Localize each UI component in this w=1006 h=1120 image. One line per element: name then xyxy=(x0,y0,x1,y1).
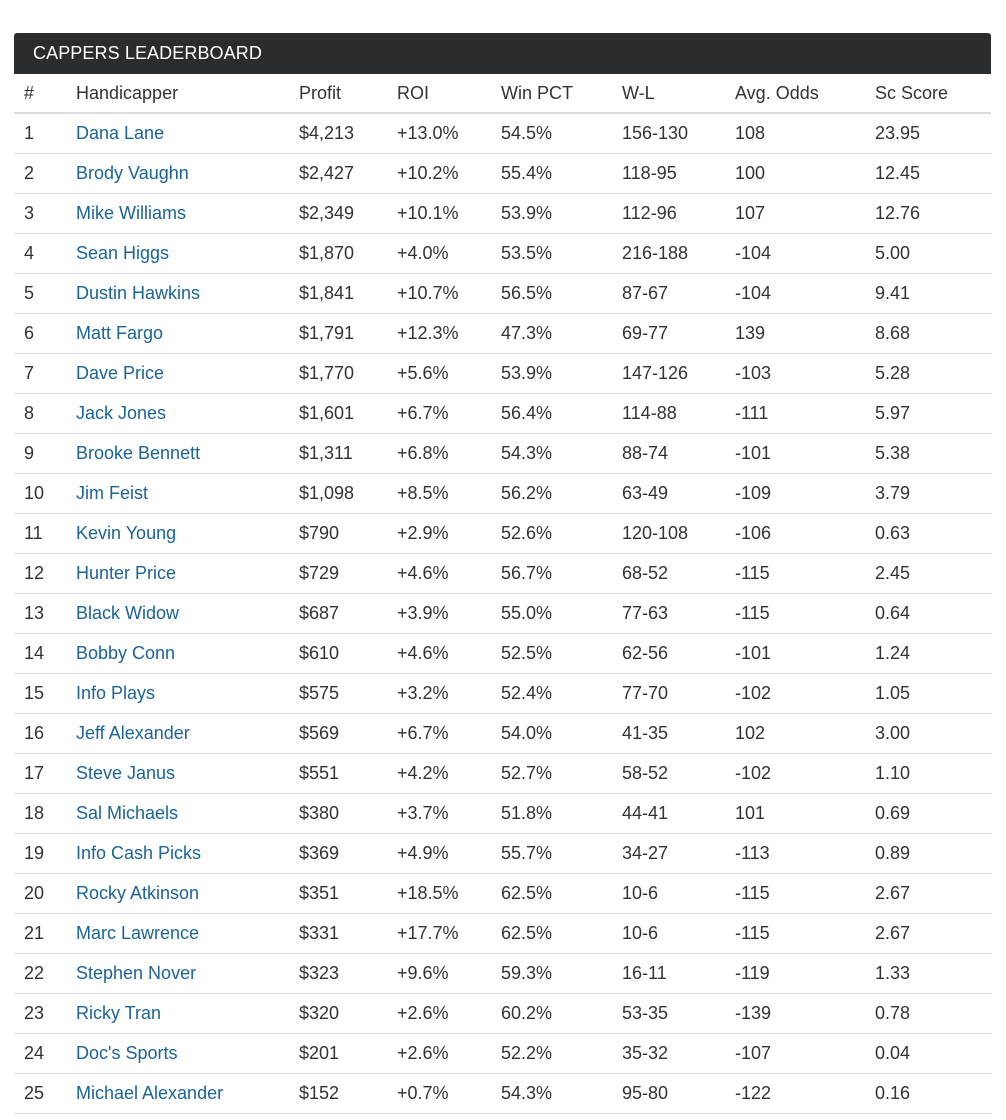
rank-cell: 5 xyxy=(14,274,66,314)
handicapper-link[interactable]: Jeff Alexander xyxy=(66,714,289,754)
win-pct-cell: 56.7% xyxy=(491,554,612,594)
col-header-rank[interactable]: # xyxy=(14,74,66,113)
avg-odds-cell: 107 xyxy=(725,194,865,234)
roi-cell: +10.1% xyxy=(387,194,491,234)
profit-cell: $369 xyxy=(289,834,387,874)
win-pct-cell: 52.5% xyxy=(491,634,612,674)
w-l-cell: 34-27 xyxy=(612,834,725,874)
col-header-roi[interactable]: ROI xyxy=(387,74,491,113)
profit-cell: $1,870 xyxy=(289,234,387,274)
table-row[interactable] xyxy=(14,914,991,954)
table-row[interactable] xyxy=(14,954,991,994)
roi-cell: +3.7% xyxy=(387,794,491,834)
handicapper-link[interactable]: Rocky Atkinson xyxy=(66,874,289,914)
avg-odds-cell: -102 xyxy=(725,754,865,794)
roi-cell: +2.6% xyxy=(387,1034,491,1074)
rank-cell: 23 xyxy=(14,994,66,1034)
table-header xyxy=(14,74,991,113)
handicapper-link[interactable]: Hunter Price xyxy=(66,554,289,594)
handicapper-link[interactable]: Brooke Bennett xyxy=(66,434,289,474)
roi-cell: +9.6% xyxy=(387,954,491,994)
roi-cell: +2.9% xyxy=(387,514,491,554)
avg-odds-cell: -115 xyxy=(725,554,865,594)
rank-cell: 6 xyxy=(14,314,66,354)
rank-cell: 10 xyxy=(14,474,66,514)
handicapper-link[interactable]: Ricky Tran xyxy=(66,994,289,1034)
sc-score-cell: 1.24 xyxy=(865,634,991,674)
handicapper-link[interactable]: Michael Alexander xyxy=(66,1074,289,1114)
rank-cell: 22 xyxy=(14,954,66,994)
win-pct-cell: 54.5% xyxy=(491,113,612,154)
handicapper-link[interactable]: Brody Vaughn xyxy=(66,154,289,194)
handicapper-link[interactable]: Stephen Nover xyxy=(66,954,289,994)
w-l-cell: 68-52 xyxy=(612,554,725,594)
win-pct-cell: 51.8% xyxy=(491,794,612,834)
win-pct-cell: 55.0% xyxy=(491,594,612,634)
roi-cell: +4.9% xyxy=(387,834,491,874)
w-l-cell: 216-188 xyxy=(612,234,725,274)
rank-cell: 15 xyxy=(14,674,66,714)
table-row[interactable] xyxy=(14,314,991,354)
avg-odds-cell: -115 xyxy=(725,914,865,954)
handicapper-link[interactable]: Info Cash Picks xyxy=(66,834,289,874)
profit-cell: $1,098 xyxy=(289,474,387,514)
win-pct-cell: 55.4% xyxy=(491,154,612,194)
profit-cell: $729 xyxy=(289,554,387,594)
sc-score-cell: 5.38 xyxy=(865,434,991,474)
avg-odds-cell: -104 xyxy=(725,234,865,274)
avg-odds-cell: 139 xyxy=(725,314,865,354)
sc-score-cell: 5.97 xyxy=(865,394,991,434)
table-row[interactable] xyxy=(14,834,991,874)
profit-cell: $380 xyxy=(289,794,387,834)
handicapper-link[interactable]: Marc Lawrence xyxy=(66,914,289,954)
rank-cell: 14 xyxy=(14,634,66,674)
w-l-cell: 58-52 xyxy=(612,754,725,794)
sc-score-cell: 12.76 xyxy=(865,194,991,234)
sc-score-cell: 3.79 xyxy=(865,474,991,514)
win-pct-cell: 53.9% xyxy=(491,194,612,234)
table-row[interactable] xyxy=(14,234,991,274)
win-pct-cell: 60.2% xyxy=(491,994,612,1034)
sc-score-cell: 1.33 xyxy=(865,954,991,994)
win-pct-cell: 52.2% xyxy=(491,1034,612,1074)
handicapper-link[interactable]: Doc's Sports xyxy=(66,1034,289,1074)
avg-odds-cell: -107 xyxy=(725,1034,865,1074)
table-row[interactable] xyxy=(14,594,991,634)
roi-cell: +6.7% xyxy=(387,714,491,754)
col-header-win-pct[interactable]: Win PCT xyxy=(491,74,612,113)
w-l-cell: 16-11 xyxy=(612,954,725,994)
win-pct-cell: 56.2% xyxy=(491,474,612,514)
col-header-avg-odds[interactable]: Avg. Odds xyxy=(725,74,865,113)
roi-cell: +4.6% xyxy=(387,554,491,594)
profit-cell: $351 xyxy=(289,874,387,914)
avg-odds-cell: -139 xyxy=(725,994,865,1034)
table-row[interactable] xyxy=(14,634,991,674)
roi-cell: +3.9% xyxy=(387,594,491,634)
sc-score-cell: 12.45 xyxy=(865,154,991,194)
win-pct-cell: 54.0% xyxy=(491,714,612,754)
rank-cell: 1 xyxy=(14,113,66,154)
win-pct-cell: 54.3% xyxy=(491,1074,612,1114)
table-row[interactable] xyxy=(14,1074,991,1114)
table-row[interactable] xyxy=(14,874,991,914)
profit-cell: $610 xyxy=(289,634,387,674)
table-row[interactable] xyxy=(14,1034,991,1074)
col-header-profit[interactable]: Profit xyxy=(289,74,387,113)
profit-cell: $687 xyxy=(289,594,387,634)
table-row[interactable] xyxy=(14,394,991,434)
sc-score-cell: 2.67 xyxy=(865,874,991,914)
profit-cell: $323 xyxy=(289,954,387,994)
avg-odds-cell: -103 xyxy=(725,354,865,394)
table-row[interactable] xyxy=(14,514,991,554)
roi-cell: +6.7% xyxy=(387,394,491,434)
sc-score-cell: 0.04 xyxy=(865,1034,991,1074)
avg-odds-cell: -101 xyxy=(725,434,865,474)
sc-score-cell: 3.00 xyxy=(865,714,991,754)
table-row[interactable] xyxy=(14,434,991,474)
roi-cell: +6.8% xyxy=(387,434,491,474)
w-l-cell: 10-6 xyxy=(612,914,725,954)
win-pct-cell: 47.3% xyxy=(491,314,612,354)
table-row[interactable] xyxy=(14,674,991,714)
avg-odds-cell: -119 xyxy=(725,954,865,994)
w-l-cell: 118-95 xyxy=(612,154,725,194)
handicapper-link[interactable]: Dave Price xyxy=(66,354,289,394)
avg-odds-cell: -101 xyxy=(725,634,865,674)
profit-cell: $1,770 xyxy=(289,354,387,394)
win-pct-cell: 62.5% xyxy=(491,914,612,954)
rank-cell: 4 xyxy=(14,234,66,274)
sc-score-cell: 0.16 xyxy=(865,1074,991,1114)
win-pct-cell: 59.3% xyxy=(491,954,612,994)
table-body xyxy=(14,113,991,1114)
avg-odds-cell: -122 xyxy=(725,1074,865,1114)
w-l-cell: 156-130 xyxy=(612,113,725,154)
rank-cell: 8 xyxy=(14,394,66,434)
profit-cell: $1,841 xyxy=(289,274,387,314)
avg-odds-cell: 102 xyxy=(725,714,865,754)
roi-cell: +12.3% xyxy=(387,314,491,354)
table-row[interactable] xyxy=(14,794,991,834)
avg-odds-cell: -102 xyxy=(725,674,865,714)
rank-cell: 3 xyxy=(14,194,66,234)
w-l-cell: 44-41 xyxy=(612,794,725,834)
rank-cell: 21 xyxy=(14,914,66,954)
w-l-cell: 77-63 xyxy=(612,594,725,634)
sc-score-cell: 9.41 xyxy=(865,274,991,314)
sc-score-cell: 0.89 xyxy=(865,834,991,874)
avg-odds-cell: -115 xyxy=(725,594,865,634)
sc-score-cell: 23.95 xyxy=(865,113,991,154)
win-pct-cell: 53.9% xyxy=(491,354,612,394)
handicapper-link[interactable]: Dustin Hawkins xyxy=(66,274,289,314)
table-row[interactable] xyxy=(14,113,991,154)
roi-cell: +10.2% xyxy=(387,154,491,194)
table-row[interactable] xyxy=(14,994,991,1034)
profit-cell: $1,311 xyxy=(289,434,387,474)
w-l-cell: 77-70 xyxy=(612,674,725,714)
w-l-cell: 69-77 xyxy=(612,314,725,354)
roi-cell: +4.2% xyxy=(387,754,491,794)
handicapper-link[interactable]: Bobby Conn xyxy=(66,634,289,674)
roi-cell: +2.6% xyxy=(387,994,491,1034)
win-pct-cell: 52.7% xyxy=(491,754,612,794)
sc-score-cell: 0.78 xyxy=(865,994,991,1034)
roi-cell: +17.7% xyxy=(387,914,491,954)
roi-cell: +13.0% xyxy=(387,113,491,154)
w-l-cell: 147-126 xyxy=(612,354,725,394)
sc-score-cell: 0.69 xyxy=(865,794,991,834)
profit-cell: $331 xyxy=(289,914,387,954)
win-pct-cell: 52.6% xyxy=(491,514,612,554)
sc-score-cell: 0.64 xyxy=(865,594,991,634)
table-row[interactable] xyxy=(14,554,991,594)
win-pct-cell: 62.5% xyxy=(491,874,612,914)
header-row xyxy=(14,74,991,113)
w-l-cell: 112-96 xyxy=(612,194,725,234)
table-row[interactable] xyxy=(14,154,991,194)
profit-cell: $569 xyxy=(289,714,387,754)
handicapper-link[interactable]: Kevin Young xyxy=(66,514,289,554)
col-header-w-l[interactable]: W-L xyxy=(612,74,725,113)
w-l-cell: 63-49 xyxy=(612,474,725,514)
roi-cell: +18.5% xyxy=(387,874,491,914)
handicapper-link[interactable]: Steve Janus xyxy=(66,754,289,794)
w-l-cell: 88-74 xyxy=(612,434,725,474)
win-pct-cell: 52.4% xyxy=(491,674,612,714)
rank-cell: 13 xyxy=(14,594,66,634)
sc-score-cell: 2.45 xyxy=(865,554,991,594)
col-header-handicapper[interactable]: Handicapper xyxy=(66,74,289,113)
table-row[interactable] xyxy=(14,194,991,234)
w-l-cell: 35-32 xyxy=(612,1034,725,1074)
profit-cell: $575 xyxy=(289,674,387,714)
roi-cell: +8.5% xyxy=(387,474,491,514)
leaderboard-table xyxy=(14,74,991,1114)
rank-cell: 2 xyxy=(14,154,66,194)
table-row[interactable] xyxy=(14,474,991,514)
profit-cell: $201 xyxy=(289,1034,387,1074)
rank-cell: 17 xyxy=(14,754,66,794)
roi-cell: +4.0% xyxy=(387,234,491,274)
rank-cell: 11 xyxy=(14,514,66,554)
w-l-cell: 114-88 xyxy=(612,394,725,434)
profit-cell: $320 xyxy=(289,994,387,1034)
table-row[interactable] xyxy=(14,274,991,314)
profit-cell: $2,349 xyxy=(289,194,387,234)
handicapper-link[interactable]: Jim Feist xyxy=(66,474,289,514)
col-header-sc-score[interactable]: Sc Score xyxy=(865,74,991,113)
profit-cell: $551 xyxy=(289,754,387,794)
win-pct-cell: 56.5% xyxy=(491,274,612,314)
rank-cell: 12 xyxy=(14,554,66,594)
win-pct-cell: 56.4% xyxy=(491,394,612,434)
profit-cell: $1,601 xyxy=(289,394,387,434)
handicapper-link[interactable]: Info Plays xyxy=(66,674,289,714)
profit-cell: $4,213 xyxy=(289,113,387,154)
avg-odds-cell: 101 xyxy=(725,794,865,834)
avg-odds-cell: -113 xyxy=(725,834,865,874)
rank-cell: 24 xyxy=(14,1034,66,1074)
avg-odds-cell: -109 xyxy=(725,474,865,514)
sc-score-cell: 5.28 xyxy=(865,354,991,394)
profit-cell: $152 xyxy=(289,1074,387,1114)
profit-cell: $790 xyxy=(289,514,387,554)
rank-cell: 20 xyxy=(14,874,66,914)
rank-cell: 7 xyxy=(14,354,66,394)
rank-cell: 18 xyxy=(14,794,66,834)
avg-odds-cell: 108 xyxy=(725,113,865,154)
win-pct-cell: 53.5% xyxy=(491,234,612,274)
w-l-cell: 95-80 xyxy=(612,1074,725,1114)
handicapper-link[interactable]: Sean Higgs xyxy=(66,234,289,274)
leaderboard-title: CAPPERS LEADERBOARD xyxy=(14,33,991,74)
roi-cell: +10.7% xyxy=(387,274,491,314)
avg-odds-cell: -115 xyxy=(725,874,865,914)
rank-cell: 9 xyxy=(14,434,66,474)
rank-cell: 25 xyxy=(14,1074,66,1114)
avg-odds-cell: -106 xyxy=(725,514,865,554)
w-l-cell: 53-35 xyxy=(612,994,725,1034)
sc-score-cell: 5.00 xyxy=(865,234,991,274)
handicapper-link[interactable]: Dana Lane xyxy=(66,113,289,154)
roi-cell: +4.6% xyxy=(387,634,491,674)
avg-odds-cell: -104 xyxy=(725,274,865,314)
sc-score-cell: 8.68 xyxy=(865,314,991,354)
sc-score-cell: 2.67 xyxy=(865,914,991,954)
handicapper-link[interactable]: Jack Jones xyxy=(66,394,289,434)
avg-odds-cell: 100 xyxy=(725,154,865,194)
w-l-cell: 120-108 xyxy=(612,514,725,554)
w-l-cell: 41-35 xyxy=(612,714,725,754)
profit-cell: $1,791 xyxy=(289,314,387,354)
avg-odds-cell: -111 xyxy=(725,394,865,434)
handicapper-link[interactable]: Matt Fargo xyxy=(66,314,289,354)
win-pct-cell: 55.7% xyxy=(491,834,612,874)
table-row[interactable] xyxy=(14,754,991,794)
handicapper-link[interactable]: Mike Williams xyxy=(66,194,289,234)
roi-cell: +0.7% xyxy=(387,1074,491,1114)
sc-score-cell: 0.63 xyxy=(865,514,991,554)
sc-score-cell: 1.05 xyxy=(865,674,991,714)
w-l-cell: 87-67 xyxy=(612,274,725,314)
table-row[interactable] xyxy=(14,354,991,394)
w-l-cell: 10-6 xyxy=(612,874,725,914)
w-l-cell: 62-56 xyxy=(612,634,725,674)
handicapper-link[interactable]: Sal Michaels xyxy=(66,794,289,834)
roi-cell: +5.6% xyxy=(387,354,491,394)
roi-cell: +3.2% xyxy=(387,674,491,714)
table-row[interactable] xyxy=(14,714,991,754)
profit-cell: $2,427 xyxy=(289,154,387,194)
sc-score-cell: 1.10 xyxy=(865,754,991,794)
win-pct-cell: 54.3% xyxy=(491,434,612,474)
rank-cell: 16 xyxy=(14,714,66,754)
cappers-leaderboard xyxy=(14,33,991,1114)
rank-cell: 19 xyxy=(14,834,66,874)
handicapper-link[interactable]: Black Widow xyxy=(66,594,289,634)
